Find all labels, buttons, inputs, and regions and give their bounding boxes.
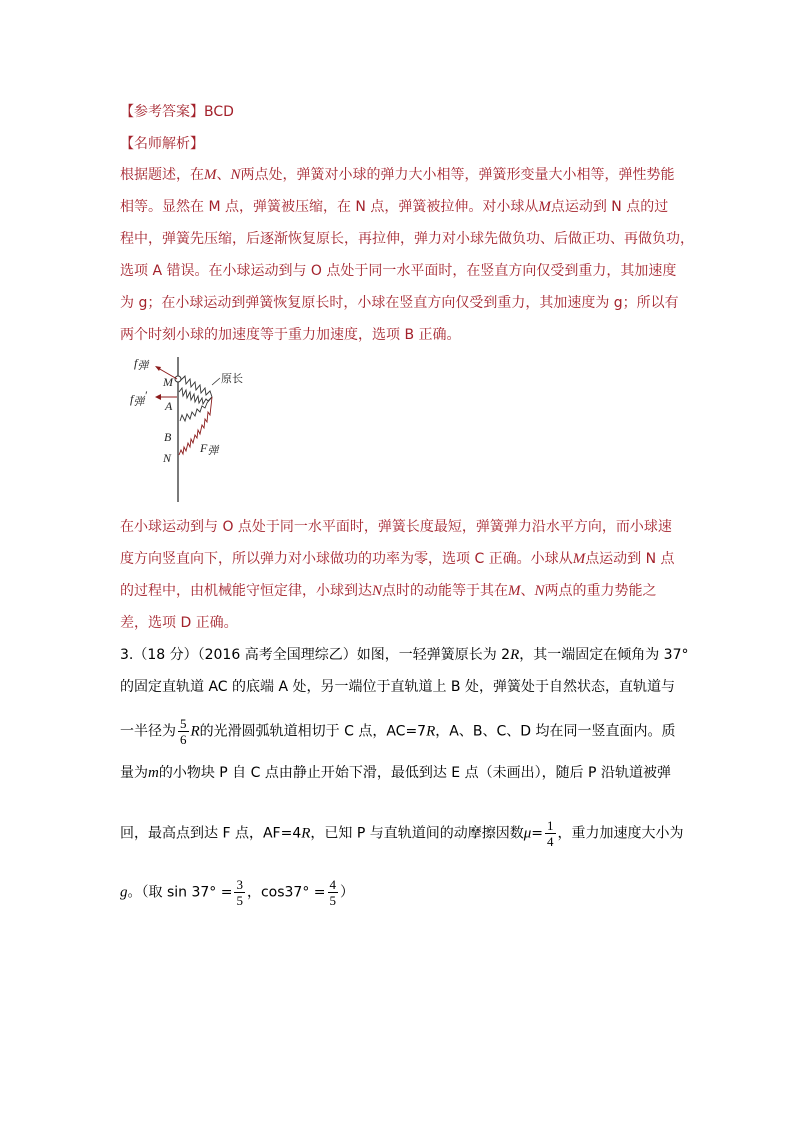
analysis-heading: 【名师解析】 bbox=[120, 136, 204, 152]
label-N: N bbox=[163, 451, 172, 465]
text: 回，最高点到达 F 点，AF=4 bbox=[120, 825, 302, 842]
label-A: A bbox=[165, 399, 173, 413]
leader-line bbox=[212, 378, 220, 385]
var-mu: μ bbox=[523, 825, 532, 842]
para1-line2 bbox=[120, 197, 668, 217]
text: ，已知 P 与直轨道间的动摩擦因数 bbox=[310, 825, 524, 842]
var-M: M bbox=[572, 551, 586, 567]
var-R: R bbox=[190, 723, 200, 740]
text: ，其一端固定在倾角为 37° bbox=[519, 647, 689, 663]
para1-line4: 选项 A 错误。在小球运动到与 O 点处于同一水平面时，在竖直方向仅受到重力，其加速度 bbox=[120, 263, 677, 279]
text: 量为 bbox=[120, 765, 148, 781]
arrow-head bbox=[155, 366, 161, 371]
var-M: M bbox=[204, 167, 217, 183]
text: 两点的重力势能之 bbox=[544, 583, 657, 599]
para2-line4: 差，选项 D 正确。 bbox=[120, 615, 238, 631]
answer-label: 【参考答案】 bbox=[120, 104, 204, 120]
label-f: f弹 bbox=[134, 356, 149, 372]
text: 的光滑圆弧轨道相切于 C 点，AC=7 bbox=[199, 723, 427, 740]
text: 根据题述，在 bbox=[120, 167, 204, 183]
q3-line4 bbox=[120, 763, 671, 783]
var-M: M bbox=[508, 583, 521, 599]
fraction-3-5: $\frac{3}{5}$ bbox=[236, 877, 243, 908]
q3-line1 bbox=[120, 645, 689, 665]
spring-natural bbox=[181, 376, 212, 397]
ball-ring bbox=[175, 376, 181, 382]
label-B: B bbox=[164, 430, 172, 444]
var-N: N bbox=[534, 583, 545, 599]
text: 。（取 sin 37° = bbox=[127, 884, 233, 901]
text: 度方向竖直向下，所以弹力对小球做功的功率为零，选项 C 正确。小球从 bbox=[120, 551, 573, 567]
fraction-4-5: $\frac{4}{5}$ bbox=[329, 877, 337, 908]
text: ，A、B、C、D 均在同一竖直面内。质 bbox=[435, 723, 676, 740]
text: 两点处，弹簧对小球的弹力大小相等，弹簧形变量大小相等，弹性势能 bbox=[240, 167, 675, 183]
var-g: g bbox=[120, 884, 128, 901]
var-m: m bbox=[148, 765, 159, 781]
q3-line2: 的固定直轨道 AC 的底端 A 处，另一端位于直轨道上 B 处，弹簧处于自然状态，直轨道与 bbox=[120, 679, 675, 695]
label-M: M bbox=[163, 375, 173, 389]
text: 的小物块 P 自 C 点由静止开始下滑，最低到达 E 点（未画出），随后 P 沿轨道被弹 bbox=[158, 765, 671, 781]
answer-line bbox=[120, 102, 234, 122]
answer-value: BCD bbox=[204, 104, 234, 120]
text: 一半径为 bbox=[120, 723, 176, 740]
para2-line2 bbox=[120, 549, 675, 569]
label-f-prime: f弹′ bbox=[130, 388, 147, 408]
var-N: N bbox=[372, 583, 383, 599]
text: 点时的动能等于其在 bbox=[382, 583, 509, 599]
para2-line3 bbox=[120, 581, 657, 601]
var-N: N bbox=[230, 167, 241, 183]
text: ） bbox=[340, 884, 355, 901]
arrow-head bbox=[155, 394, 161, 400]
spring-diagram bbox=[128, 355, 268, 505]
para1-line6: 两个时刻小球的加速度等于重力加速度，选项 B 正确。 bbox=[120, 327, 461, 343]
para1-line1 bbox=[120, 165, 675, 185]
var-R: R bbox=[510, 647, 520, 663]
label-natural-length: 原长 bbox=[221, 372, 243, 385]
q3-line3 bbox=[120, 716, 675, 747]
text: 点运动到 N 点 bbox=[585, 551, 675, 567]
var-R: R bbox=[426, 723, 436, 740]
para2-line1: 在小球运动到与 O 点处于同一水平面时，弹簧长度最短，弹簧弹力沿水平方向，而小球速 bbox=[120, 519, 672, 535]
fraction-1-4: $\frac{1}{4}$ bbox=[547, 818, 554, 849]
text: 的过程中，由机械能守恒定律，小球到达 bbox=[120, 583, 372, 599]
text: ，重力加速度大小为 bbox=[557, 825, 684, 842]
text: 、 bbox=[216, 167, 231, 183]
text: 、 bbox=[520, 583, 535, 599]
text: ，cos37° = bbox=[246, 884, 326, 901]
text: 点运动到 N 点的过 bbox=[550, 199, 669, 215]
fraction-5-6: $\frac{5}{6}$ bbox=[180, 716, 187, 747]
label-F: F弹 bbox=[200, 441, 219, 457]
text: = bbox=[531, 825, 544, 842]
spring-compressed bbox=[179, 388, 212, 404]
para1-line3: 程中，弹簧先压缩，后逐渐恢复原长，再拉伸，弹力对小球先做负功、后做正功、再做负功， bbox=[120, 231, 694, 247]
text: 相等。显然在 M 点，弹簧被压缩，在 N 点，弹簧被拉伸。对小球从 bbox=[120, 199, 539, 215]
para1-line5: 为 g；在小球运动到弹簧恢复原长时，小球在竖直方向仅受到重力，其加速度为 g；所以有 bbox=[120, 295, 679, 311]
var-M: M bbox=[538, 199, 551, 215]
var-R: R bbox=[301, 825, 311, 842]
q3-line6 bbox=[120, 877, 354, 908]
text: 3.（18 分）（2016 高考全国理综乙）如图，一轻弹簧原长为 2 bbox=[120, 647, 511, 663]
q3-line5 bbox=[120, 818, 684, 849]
